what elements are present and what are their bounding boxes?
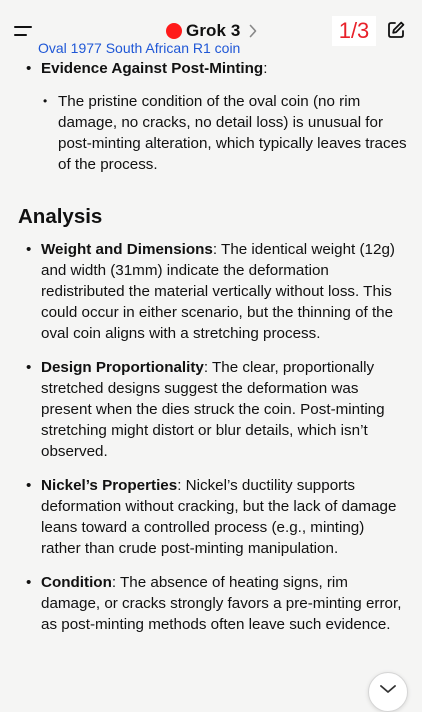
evidence-sub-text: The pristine condition of the oval coin (no rim damage, no cracks, no detail loss) is unusual for post-minting alteration, which typically leaves traces of the process.: [58, 93, 407, 173]
evidence-sub-item: [43, 91, 408, 175]
evidence-label-suffix: :: [263, 60, 268, 77]
hamburger-menu-icon[interactable]: [14, 24, 34, 38]
analysis-heading: Analysis: [18, 205, 103, 228]
analysis-item-text: : The identical weight (12g) and width (31mm) indicate the deformation redistributed the material vertically without loss. This could occur in either scenario, but the thinning of the oval coin aligns with a stretching process.: [41, 241, 395, 342]
chevron-down-icon: [379, 684, 397, 694]
bullet-dot: •: [26, 60, 32, 77]
analysis-item-label: Design Proportionality: [41, 359, 204, 376]
edit-compose-icon[interactable]: [386, 20, 406, 40]
analysis-item-label: Condition: [41, 574, 112, 591]
conversation-title[interactable]: Oval 1977 South African R1 coin: [38, 40, 241, 56]
analysis-item-text: : Nickel’s ductility supports deformation without cracking, but the lack of damage leans toward a controlled process (e.g., minting) rather than crude post-minting manipulation.: [41, 477, 397, 557]
analysis-item-condition: [26, 572, 406, 635]
bullet-dot: •: [43, 94, 48, 108]
bullet-dot: •: [26, 359, 32, 376]
model-selector[interactable]: [166, 20, 258, 42]
evidence-label: Evidence Against Post-Minting: [41, 60, 264, 77]
analysis-item-label: Weight and Dimensions: [41, 241, 213, 258]
chevron-right-icon: [248, 24, 258, 38]
analysis-list: [0, 239, 422, 635]
analysis-item-weight-dimensions: [26, 239, 406, 344]
model-status-dot: [166, 23, 182, 39]
analysis-item-label: Nickel’s Properties: [41, 477, 178, 494]
page-counter: 1/3: [332, 16, 376, 46]
bullet-dot: •: [26, 241, 32, 258]
analysis-item-design-proportionality: [26, 357, 406, 462]
analysis-item-nickel-properties: [26, 475, 406, 559]
response-content: [0, 58, 422, 648]
evidence-bullet: [26, 58, 411, 79]
bullet-dot: •: [26, 574, 32, 591]
model-name: Grok 3: [186, 21, 241, 40]
analysis-item-text: : The absence of heating signs, rim damage, or cracks strongly favors a pre-minting error, as post-minting methods often leave such evidence.: [41, 574, 402, 633]
analysis-item-text: : The clear, proportionally stretched designs suggest the deformation was present when the dies struck the coin. Post-minting stretching might distort or blur details, which isn’t observed.: [41, 359, 385, 460]
top-bar: [0, 0, 422, 62]
scroll-to-bottom-button[interactable]: [368, 672, 408, 712]
bullet-dot: •: [26, 477, 32, 494]
